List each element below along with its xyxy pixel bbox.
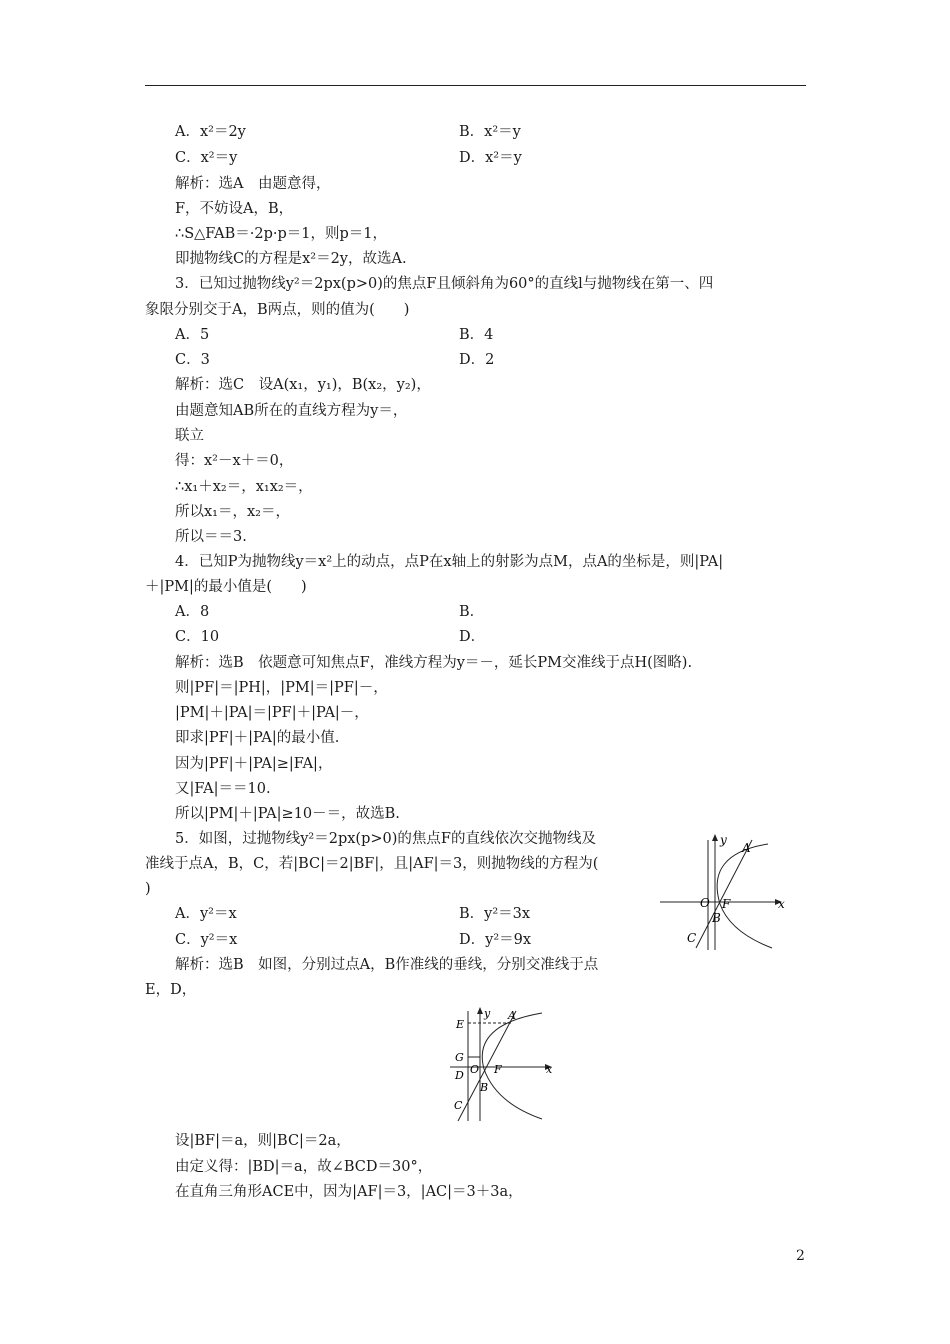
fig2-label-b: B bbox=[480, 1081, 489, 1094]
text-line: 又|FA|＝＝10. bbox=[175, 781, 271, 797]
text-line: 由题意知AB所在的直线方程为y＝， bbox=[175, 403, 408, 419]
text-line: ＋|PM|的最小值是( ) bbox=[145, 579, 307, 595]
fig2-label-a: A bbox=[508, 1009, 516, 1022]
text-line: 在直角三角形ACE中，因为|AF|＝3，|AC|＝3＋3a， bbox=[175, 1184, 523, 1200]
text-line: 象限分别交于A，B两点，则的值为( ) bbox=[145, 302, 410, 318]
option-d: D． bbox=[459, 629, 486, 645]
fig2-label-y: y bbox=[484, 1007, 491, 1020]
option-b: B．4 bbox=[459, 327, 494, 343]
question-3: 3．已知过抛物线y²＝2px(p>0)的焦点F且倾斜角为60°的直线l与抛物线在第一、四 bbox=[175, 276, 714, 292]
option-a: A．8 bbox=[175, 604, 210, 620]
text-line: 因为|PF|＋|PA|≥|FA|， bbox=[175, 756, 333, 772]
option-a: A．y²＝x bbox=[175, 906, 237, 922]
text-line: 由定义得：|BD|＝a，故∠BCD＝30°， bbox=[175, 1159, 433, 1175]
text-line: 所以＝＝3. bbox=[175, 529, 247, 545]
text-line: 解析：选B 如图，分别过点A，B作准线的垂线，分别交准线于点 bbox=[175, 957, 599, 973]
option-d: D．x²＝y bbox=[459, 150, 522, 166]
text-line: |PM|＋|PA|＝|PF|＋|PA|－， bbox=[175, 705, 369, 721]
text-line: 即求|PF|＋|PA|的最小值. bbox=[175, 730, 340, 746]
page-number: 2 bbox=[796, 1248, 805, 1264]
fig2-label-f: F bbox=[494, 1063, 502, 1076]
parabola-figure-2 bbox=[450, 1005, 560, 1123]
option-a: A．x²＝2y bbox=[175, 124, 246, 140]
option-c: C．x²＝y bbox=[175, 150, 238, 166]
header-rule bbox=[145, 85, 806, 86]
text-line: 得：x²－x＋＝0， bbox=[175, 453, 294, 469]
parabola-figure-1 bbox=[660, 832, 790, 952]
option-b: B． bbox=[459, 604, 485, 620]
fig1-label-b: B bbox=[712, 911, 721, 925]
fig1-label-y: y bbox=[720, 833, 727, 847]
fig1-label-f: F bbox=[722, 897, 731, 911]
option-d: D．2 bbox=[459, 352, 495, 368]
text-line: ∴S△FAB＝·2p·p＝1，则p＝1， bbox=[175, 226, 387, 242]
fig2-label-e: E bbox=[456, 1018, 465, 1031]
fig1-label-c: C bbox=[687, 931, 697, 945]
text-line: 解析：选B 依题意可知焦点F，准线方程为y＝－，延长PM交准线于点H(图略). bbox=[175, 655, 693, 671]
text-line: 解析：选C 设A(x₁，y₁)，B(x₂，y₂)， bbox=[175, 377, 431, 393]
text-line: E，D， bbox=[145, 982, 197, 998]
option-b: B．y²＝3x bbox=[459, 906, 531, 922]
text-line: 准线于点A，B，C，若|BC|＝2|BF|，且|AF|＝3，则抛物线的方程为( bbox=[145, 856, 599, 872]
question-5: 5．如图，过抛物线y²＝2px(p>0)的焦点F的直线依次交抛物线及 bbox=[175, 831, 596, 847]
text-line: 设|BF|＝a，则|BC|＝2a， bbox=[175, 1133, 351, 1149]
fig2-label-o: O bbox=[470, 1063, 480, 1076]
text-line: 联立 bbox=[175, 428, 204, 444]
option-c: C．10 bbox=[175, 629, 220, 645]
option-c: C．3 bbox=[175, 352, 210, 368]
text-line: F，不妨设A，B， bbox=[175, 201, 294, 217]
text-line: 所以x₁＝，x₂＝， bbox=[175, 504, 290, 520]
text-line: 即抛物线C的方程是x²＝2y，故选A. bbox=[175, 251, 407, 267]
fig2-label-c: C bbox=[454, 1099, 463, 1112]
option-a: A．5 bbox=[175, 327, 210, 343]
text-line: 解析：选A 由题意得， bbox=[175, 176, 331, 192]
option-c: C．y²＝x bbox=[175, 932, 238, 948]
fig1-label-x: x bbox=[778, 897, 785, 911]
fig1-label-a: A bbox=[742, 841, 751, 855]
text-line: ∴x₁＋x₂＝，x₁x₂＝， bbox=[175, 479, 313, 495]
option-b: B．x²＝y bbox=[459, 124, 521, 140]
fig2-label-g: G bbox=[455, 1051, 464, 1064]
text-line: 则|PF|＝|PH|，|PM|＝|PF|－， bbox=[175, 680, 388, 696]
question-4: 4．已知P为抛物线y＝x²上的动点，点P在x轴上的射影为点M，点A的坐标是，则|PA| bbox=[175, 554, 724, 570]
fig2-label-x: x bbox=[546, 1063, 553, 1076]
option-d: D．y²＝9x bbox=[459, 932, 532, 948]
text-line: 所以|PM|＋|PA|≥10－＝，故选B. bbox=[175, 806, 400, 822]
fig2-label-d: D bbox=[455, 1069, 464, 1082]
fig1-label-o: O bbox=[700, 896, 710, 910]
text-line: ) bbox=[145, 881, 151, 897]
